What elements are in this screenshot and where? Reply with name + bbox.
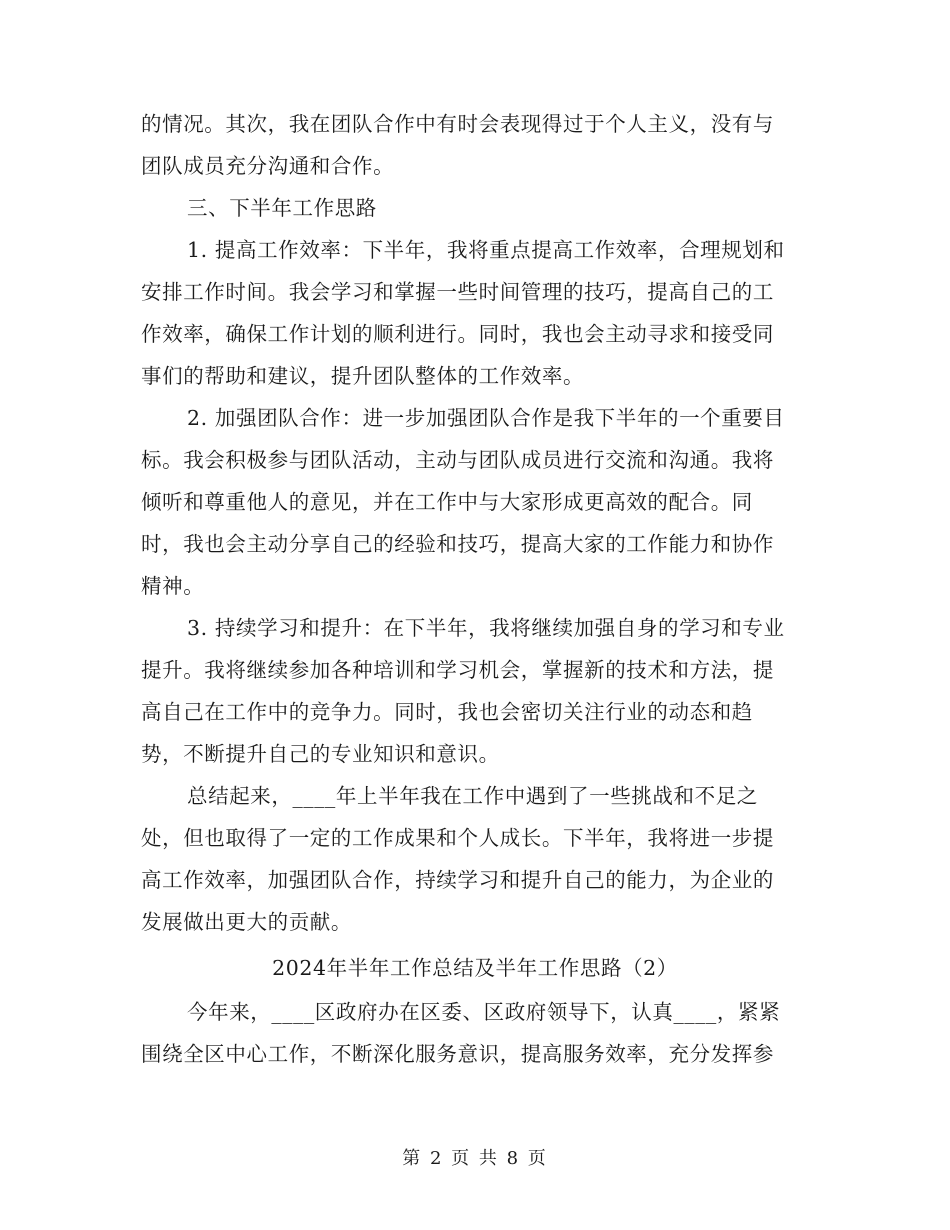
paragraph-line: 高自己在工作中的竞争力。同时，我也会密切关注行业的动态和趋 xyxy=(141,700,753,724)
paragraph-line: 2. 加强团队合作：进一步加强团队合作是我下半年的一个重要目 xyxy=(187,406,785,430)
page-footer: 第 2 页 共 8 页 xyxy=(402,1148,548,1169)
paragraph-line: 总结起来，____年上半年我在工作中遇到了一些挑战和不足之 xyxy=(187,784,758,808)
paragraph-line: 时，我也会主动分享自己的经验和技巧，提高大家的工作能力和协作 xyxy=(141,532,774,556)
paragraph-line: 提升。我将继续参加各种培训和学习机会，掌握新的技术和方法，提 xyxy=(141,658,774,682)
paragraph-line: 处，但也取得了一定的工作成果和个人成长。下半年，我将进一步提 xyxy=(141,826,774,850)
paragraph-line: 倾听和尊重他人的意见，并在工作中与大家形成更高效的配合。同 xyxy=(141,490,753,514)
paragraph-line: 精神。 xyxy=(141,574,205,598)
paragraph-line: 3. 持续学习和提升：在下半年，我将继续加强自身的学习和专业 xyxy=(187,616,785,640)
paragraph-line: 安排工作时间。我会学习和掌握一些时间管理的技巧，提高自己的工 xyxy=(141,280,774,304)
paragraph-line: 发展做出更大的贡献。 xyxy=(141,910,352,934)
paragraph-line: 高工作效率，加强团队合作，持续学习和提升自己的能力，为企业的 xyxy=(141,868,774,892)
section-heading: 三、下半年工作思路 xyxy=(187,196,377,220)
paragraph-line: 势，不断提升自己的专业知识和意识。 xyxy=(141,742,500,766)
paragraph-line: 今年来，____区政府办在区委、区政府领导下，认真____，紧紧 xyxy=(187,1000,781,1024)
paragraph-line: 1. 提高工作效率：下半年，我将重点提高工作效率，合理规划和 xyxy=(187,238,785,262)
paragraph-line: 作效率，确保工作计划的顺利进行。同时，我也会主动寻求和接受同 xyxy=(141,322,774,346)
paragraph-line: 事们的帮助和建议，提升团队整体的工作效率。 xyxy=(141,364,585,388)
paragraph-line: 围绕全区中心工作，不断深化服务意识，提高服务效率，充分发挥参 xyxy=(141,1042,774,1066)
paragraph-line: 标。我会积极参与团队活动，主动与团队成员进行交流和沟通。我将 xyxy=(141,448,774,472)
paragraph-line: 团队成员充分沟通和合作。 xyxy=(141,154,395,178)
paragraph-line: 的情况。其次，我在团队合作中有时会表现得过于个人主义，没有与 xyxy=(141,112,774,136)
section-title: 2024年半年工作总结及半年工作思路（2） xyxy=(272,956,678,980)
